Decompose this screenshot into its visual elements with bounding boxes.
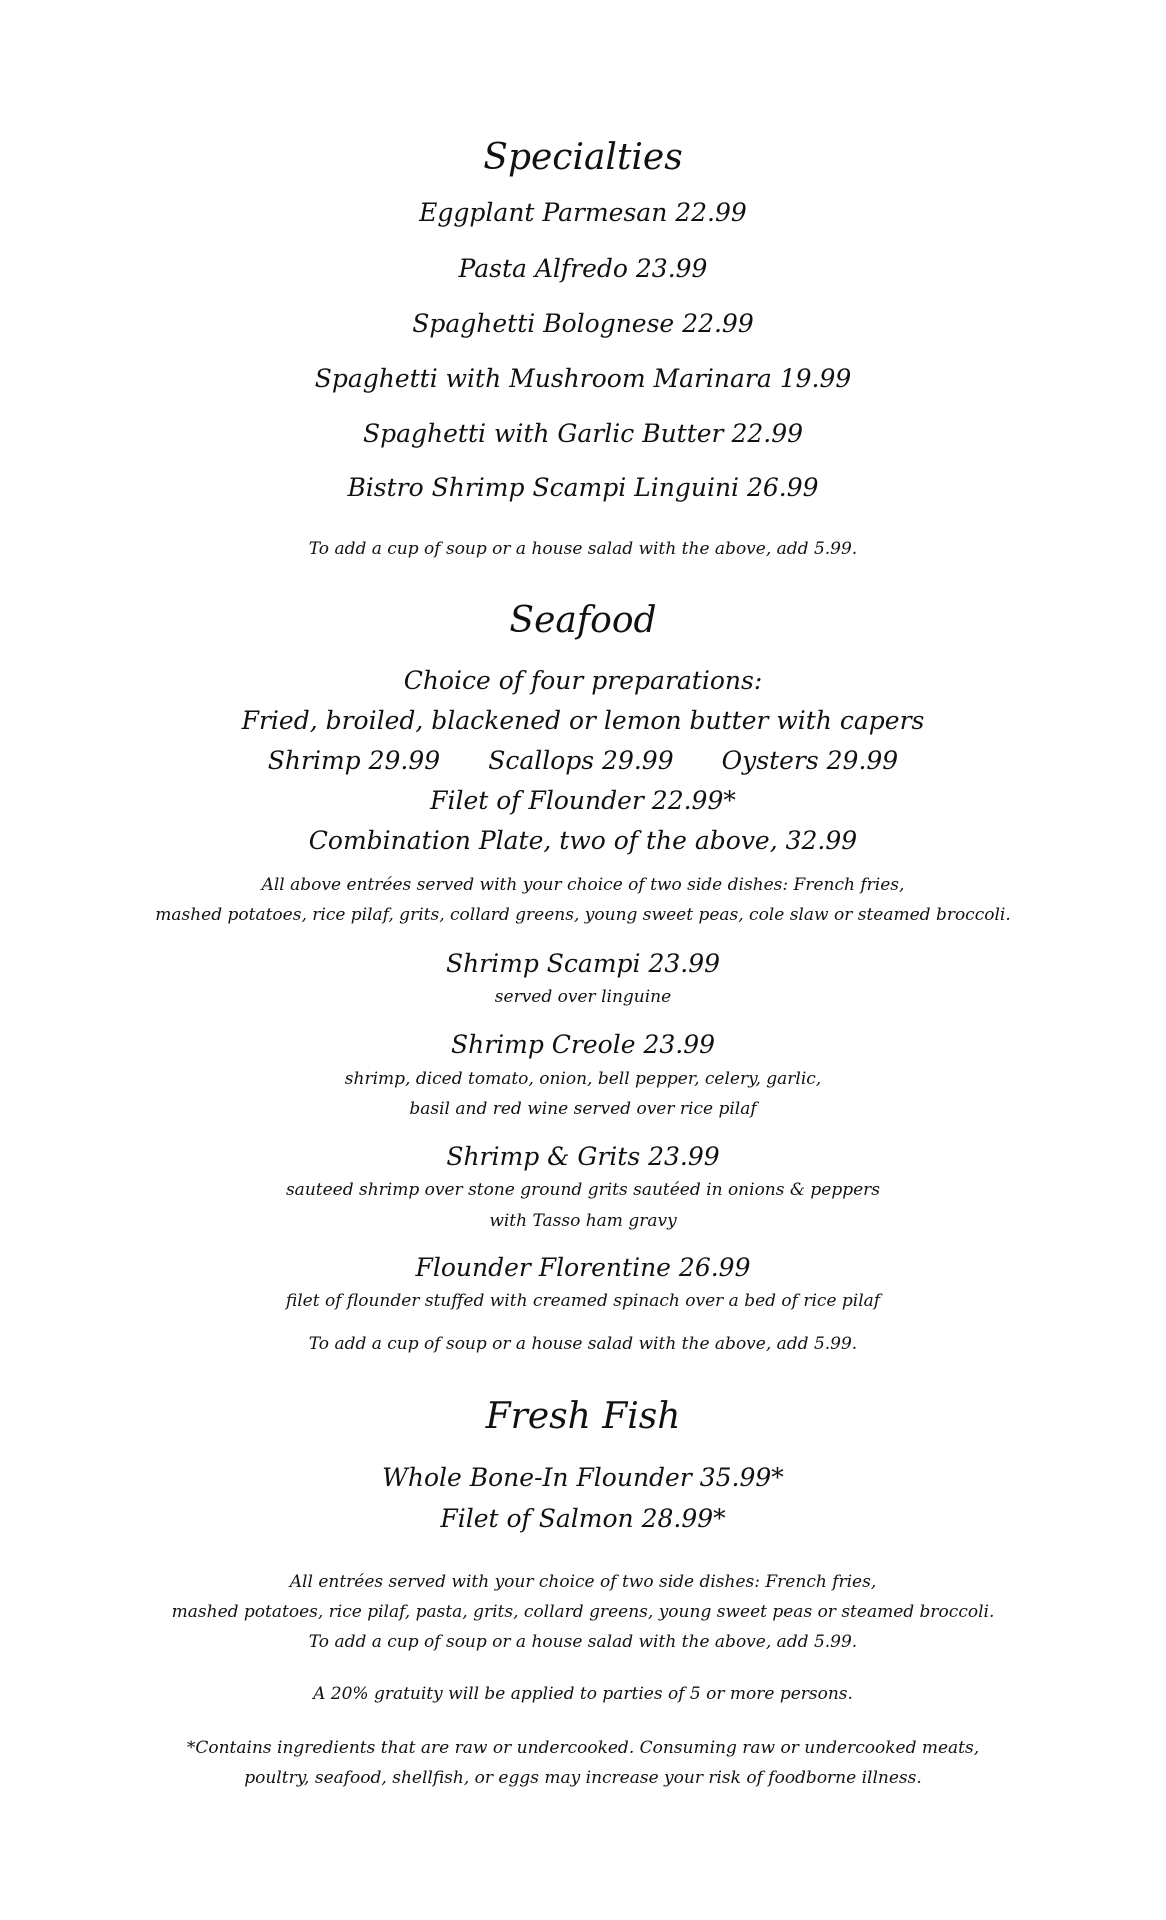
seafood-soup-note: To add a cup of soup or a house salad with the above, add 5.99. xyxy=(308,1334,858,1354)
raw-food-warning: *Contains ingredients that are raw or undercooked. Consuming raw or undercooked meats, xyxy=(186,1738,980,1758)
seafood-intro: Choice of four preparations: xyxy=(403,666,763,695)
fresh-fish-item: Whole Bone-In Flounder 35.99* xyxy=(382,1463,784,1492)
seafood-dish-desc: basil and red wine served over rice pilaf xyxy=(409,1099,757,1119)
scallops-price: Scallops 29.99 xyxy=(488,746,674,775)
specialties-title: Specialties xyxy=(483,137,683,178)
seafood-dish-name: Shrimp Scampi 23.99 xyxy=(445,949,721,978)
seafood-dish-desc: sauteed shrimp over stone ground grits sautéed in onions & peppers xyxy=(285,1180,881,1200)
fresh-fish-sides-line: All entrées served with your choice of two side dishes: French fries, xyxy=(289,1572,877,1592)
fresh-fish-title: Fresh Fish xyxy=(485,1396,681,1437)
shrimp-price: Shrimp 29.99 xyxy=(267,746,441,775)
specialty-item: Bistro Shrimp Scampi Linguini 26.99 xyxy=(347,473,819,502)
specialty-item: Eggplant Parmesan 22.99 xyxy=(419,198,747,227)
combination-plate: Combination Plate, two of the above, 32.99 xyxy=(308,826,858,855)
seafood-sides-line: All above entrées served with your choice of two side dishes: French fries, xyxy=(261,875,905,895)
fresh-fish-soup-note: To add a cup of soup or a house salad with the above, add 5.99. xyxy=(308,1632,858,1652)
seafood-dish-name: Shrimp & Grits 23.99 xyxy=(446,1142,720,1171)
seafood-dish-desc: shrimp, diced tomato, onion, bell pepper, celery, garlic, xyxy=(344,1069,822,1089)
seafood-dish-name: Flounder Florentine 26.99 xyxy=(415,1253,751,1282)
gratuity-notice: A 20% gratuity will be applied to parties of 5 or more persons. xyxy=(313,1684,853,1704)
seafood-dish-desc: with Tasso ham gravy xyxy=(489,1211,677,1231)
seafood-dish-name: Shrimp Creole 23.99 xyxy=(450,1030,716,1059)
fresh-fish-item: Filet of Salmon 28.99* xyxy=(440,1504,726,1533)
specialty-item: Spaghetti with Mushroom Marinara 19.99 xyxy=(314,364,852,393)
seafood-title: Seafood xyxy=(509,600,657,641)
seafood-dish-desc: served over linguine xyxy=(494,987,672,1007)
seafood-sides-line: mashed potatoes, rice pilaf, grits, collard greens, young sweet peas, cole slaw or steamed broccoli. xyxy=(155,905,1011,925)
oysters-price: Oysters 29.99 xyxy=(721,746,899,775)
fresh-fish-sides-line: mashed potatoes, rice pilaf, pasta, grits, collard greens, young sweet peas or steamed broccoli. xyxy=(171,1602,995,1622)
flounder-price: Filet of Flounder 22.99* xyxy=(430,786,736,815)
specialty-item: Spaghetti Bolognese 22.99 xyxy=(412,309,754,338)
specialties-soup-note: To add a cup of soup or a house salad with the above, add 5.99. xyxy=(308,539,858,559)
raw-food-warning: poultry, seafood, shellfish, or eggs may increase your risk of foodborne illness. xyxy=(244,1768,922,1788)
seafood-dish-desc: filet of flounder stuffed with creamed spinach over a bed of rice pilaf xyxy=(285,1291,881,1311)
specialty-item: Spaghetti with Garlic Butter 22.99 xyxy=(362,419,804,448)
seafood-preparations: Fried, broiled, blackened or lemon butter with capers xyxy=(241,706,925,735)
specialty-item: Pasta Alfredo 23.99 xyxy=(458,254,708,283)
seafood-price-row xyxy=(0,748,1166,773)
